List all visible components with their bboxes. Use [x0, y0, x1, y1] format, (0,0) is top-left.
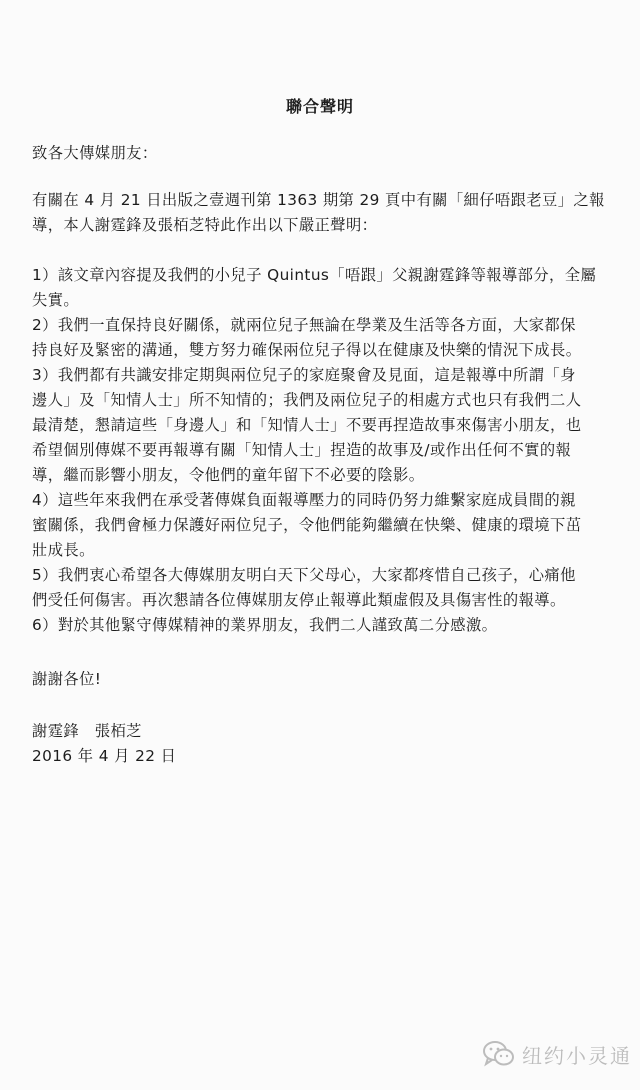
statement-date: 2016 年 4 月 22 日 — [32, 747, 177, 765]
point-line: 4）這些年來我們在承受著傳媒負面報導壓力的同時仍努力維繫家庭成員間的親 — [32, 491, 576, 509]
salutation-line: 致各大傳媒朋友： — [32, 144, 158, 162]
point-line: 2）我們一直保持良好關係，就兩位兒子無論在學業及生活等各方面，大家都保 — [32, 316, 576, 334]
point-2 — [32, 313, 622, 363]
point-line: 蜜關係，我們會極力保護好兩位兒子，令他們能夠繼續在快樂、健康的環境下茁 — [32, 516, 582, 534]
point-line: 邊人」及「知情人士」所不知情的；我們及兩位兒子的相處方式也只有我們二人 — [32, 391, 582, 409]
point-line: 3）我們都有共識安排定期與兩位兒子的家庭聚會及見面，這是報導中所謂「身 — [32, 366, 576, 384]
intro-line: 導，本人謝霆鋒及張栢芝特此作出以下嚴正聲明： — [32, 216, 378, 234]
point-line: 壯成長。 — [32, 541, 95, 559]
point-4 — [32, 488, 622, 563]
point-line: 最清楚，懇請這些「身邊人」和「知情人士」不要再捏造故事來傷害小朋友，也 — [32, 416, 582, 434]
closing — [32, 667, 622, 692]
point-1 — [32, 263, 622, 313]
point-line: 導，繼而影響小朋友，令他們的童年留下不必要的陰影。 — [32, 466, 425, 484]
point-line: 持良好及緊密的溝通，雙方努力確保兩位兒子得以在健康及快樂的情況下成長。 — [32, 341, 582, 359]
point-line: 們受任何傷害。再次懇請各位傳媒朋友停止報導此類虛假及具傷害性的報導。 — [32, 591, 566, 609]
watermark — [482, 1034, 632, 1074]
wechat-icon — [482, 1039, 516, 1069]
point-line: 5）我們衷心希望各大傳媒朋友明白天下父母心，大家都疼惜自己孩子，心痛他 — [32, 566, 576, 584]
point-line: 失實。 — [32, 291, 80, 309]
closing-line: 謝謝各位! — [32, 670, 102, 688]
document-title: 聯合聲明 — [285, 97, 354, 116]
signature-block — [32, 719, 622, 769]
point-line: 6）對於其他緊守傳媒精神的業界朋友，我們二人謹致萬二分感激。 — [32, 616, 498, 634]
point-5 — [32, 563, 622, 613]
signatories: 謝霆鋒 張栢芝 — [32, 722, 142, 740]
point-6 — [32, 613, 622, 638]
intro-paragraph — [32, 188, 622, 238]
statement-points — [32, 263, 622, 638]
point-3 — [32, 363, 622, 488]
point-line: 希望個別傳媒不要再報導有關「知情人士」捏造的故事及/或作出任何不實的報 — [32, 441, 572, 459]
intro-line: 有關在 4 月 21 日出版之壹週刊第 1363 期第 29 頁中有關「細仔唔跟老豆」之報 — [32, 191, 605, 209]
point-line: 1）該文章內容提及我們的小兒子 Quintus「唔跟」父親謝霆鋒等報導部分，全屬 — [32, 266, 597, 284]
watermark-text: 纽约小灵通 — [522, 1043, 632, 1068]
salutation — [32, 141, 622, 166]
